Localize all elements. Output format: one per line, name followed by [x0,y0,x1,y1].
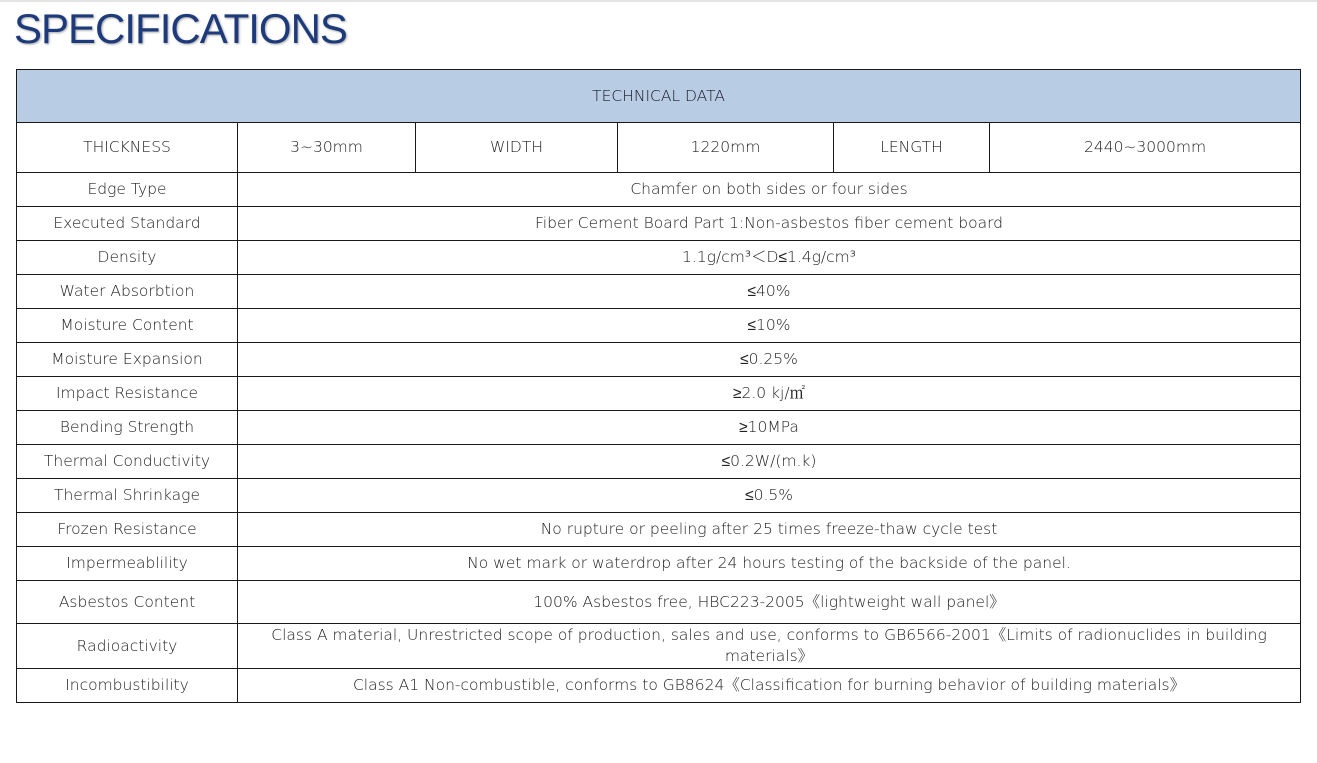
row-label: Impact Resistance [17,377,238,411]
table-row [17,207,1301,241]
length-label: LENGTH [834,123,990,173]
table-row [17,309,1301,343]
row-value: ≤0.2W/(m.k) [238,445,1301,479]
row-value: ≤10% [238,309,1301,343]
row-value: Class A material, Unrestricted scope of production, sales and use, conforms to GB6566-2001《Limits of radionuclides in building materials》 [238,624,1301,669]
row-value: ≤0.25% [238,343,1301,377]
table-row [17,513,1301,547]
thickness-label: THICKNESS [17,123,238,173]
page-title: SPECIFICATIONS [14,5,347,52]
row-value: ≥2.0 kj/㎡ [238,377,1301,411]
table-row [17,669,1301,703]
table-row [17,343,1301,377]
row-label: Bending Strength [17,411,238,445]
row-label: Frozen Resistance [17,513,238,547]
width-label: WIDTH [416,123,618,173]
row-value: Chamfer on both sides or four sides [238,173,1301,207]
row-value: ≤0.5% [238,479,1301,513]
thickness-value: 3~30mm [238,123,416,173]
row-label: Radioactivity [17,624,238,669]
table-row [17,241,1301,275]
table-row [17,479,1301,513]
technical-data-header: TECHNICAL DATA [17,70,1301,123]
dimensions-row [17,123,1301,173]
table-row [17,173,1301,207]
row-label: Executed Standard [17,207,238,241]
table-header-row [17,70,1301,123]
table-row [17,275,1301,309]
row-value: No wet mark or waterdrop after 24 hours testing of the backside of the panel. [238,547,1301,581]
row-label: Edge Type [17,173,238,207]
row-label: Incombustibility [17,669,238,703]
row-value: No rupture or peeling after 25 times freeze-thaw cycle test [238,513,1301,547]
row-label: Water Absorbtion [17,275,238,309]
table-row [17,547,1301,581]
row-label: Thermal Shrinkage [17,479,238,513]
row-value: ≥10MPa [238,411,1301,445]
table-row [17,624,1301,669]
top-divider [0,0,1317,2]
table-row [17,581,1301,624]
length-value: 2440~3000mm [990,123,1301,173]
row-label: Moisture Content [17,309,238,343]
specifications-table [16,69,1301,703]
table-row [17,445,1301,479]
row-value: ≤40% [238,275,1301,309]
width-value: 1220mm [618,123,834,173]
row-label: Density [17,241,238,275]
row-label: Impermeablility [17,547,238,581]
table-row [17,377,1301,411]
row-value: Fiber Cement Board Part 1:Non-asbestos fiber cement board [238,207,1301,241]
row-label: Moisture Expansion [17,343,238,377]
row-label: Asbestos Content [17,581,238,624]
table-row [17,411,1301,445]
row-value: 1.1g/cm³＜D≤1.4g/cm³ [238,241,1301,275]
row-value: 100% Asbestos free, HBC223-2005《lightweight wall panel》 [238,581,1301,624]
row-value: Class A1 Non-combustible, conforms to GB8624《Classification for burning behavior of building materials》 [238,669,1301,703]
row-label: Thermal Conductivity [17,445,238,479]
